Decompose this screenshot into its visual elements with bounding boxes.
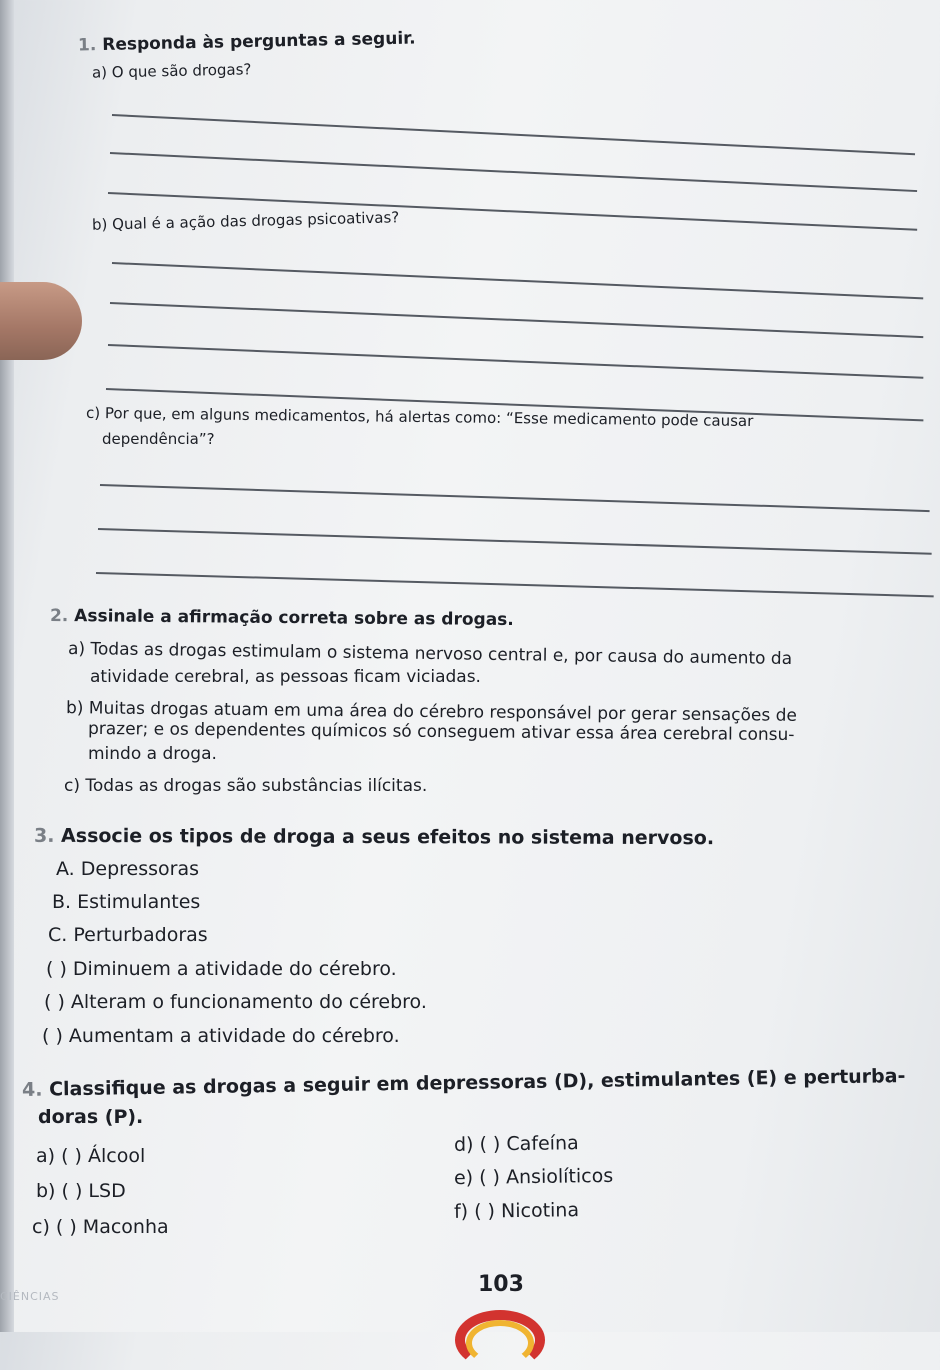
q1b-answer-line-2[interactable] <box>110 302 923 338</box>
q3-option-a: A. Depressoras <box>56 858 199 880</box>
q2-heading <box>50 606 514 630</box>
q1b-answer-line-3[interactable] <box>108 344 923 378</box>
q1-number: 1. <box>77 35 97 56</box>
q3-effect-2[interactable]: ( ) Alteram o funcionamento do cérebro. <box>44 991 427 1013</box>
q3-heading <box>34 825 714 849</box>
q4-item-f[interactable]: f) ( ) Nicotina <box>453 1199 580 1223</box>
q3-option-b: B. Estimulantes <box>52 891 201 913</box>
q1a-answer-line-2[interactable] <box>110 152 917 192</box>
page-corner-decoration-yellow <box>466 1320 534 1366</box>
page-number: 103 <box>478 1272 524 1297</box>
q4-item-d[interactable]: d) ( ) Cafeína <box>453 1132 579 1156</box>
q1c-answer-line-3[interactable] <box>96 572 934 597</box>
q2b-option-line-1[interactable]: b) Muitas drogas atuam em uma área do cérebro responsável por gerar sensações de <box>65 698 798 726</box>
q4-title-line-2: doras (P). <box>38 1106 144 1128</box>
q4-heading <box>22 1065 906 1101</box>
q2c-option[interactable]: c) Todas as drogas são substâncias ilícitas. <box>64 776 428 796</box>
q4-title-line-1: Classifique as drogas a seguir em depressoras (D), estimulantes (E) e perturba- <box>48 1065 906 1101</box>
q4-number: 4. <box>21 1078 43 1101</box>
q3-option-c: C. Perturbadoras <box>48 924 208 946</box>
q1c-answer-line-1[interactable] <box>100 484 930 512</box>
q4-item-e[interactable]: e) ( ) Ansiolíticos <box>453 1164 614 1190</box>
q2b-option-line-3: mindo a droga. <box>88 744 217 764</box>
q3-effect-3[interactable]: ( ) Aumentam a atividade do cérebro. <box>42 1025 400 1047</box>
q1-heading <box>78 28 416 55</box>
q2a-option-line-2: atividade cerebral, as pessoas ficam viciadas. <box>90 667 481 687</box>
footer-subject-mark: CIÊNCIAS <box>0 1290 60 1303</box>
q1b-answer-line-1[interactable] <box>112 262 923 299</box>
q4-item-b[interactable]: b) ( ) LSD <box>36 1180 126 1202</box>
q4-item-a[interactable]: a) ( ) Álcool <box>36 1145 146 1167</box>
q3-number: 3. <box>33 824 55 847</box>
q3-effect-1[interactable]: ( ) Diminuem a atividade do cérebro. <box>46 958 397 980</box>
q2a-option-line-1[interactable]: a) Todas as drogas estimulam o sistema nervoso central e, por causa do aumento da <box>67 638 793 670</box>
q1a-question: a) O que são drogas? <box>91 60 252 82</box>
q1a-answer-line-1[interactable] <box>112 114 915 155</box>
q1c-answer-line-2[interactable] <box>98 528 932 554</box>
q2b-option-line-2: prazer; e os dependentes químicos só conseguem ativar essa área cerebral consu- <box>87 718 795 746</box>
q4-item-c[interactable]: c) ( ) Maconha <box>32 1216 169 1238</box>
q1c-question-line-2: dependência”? <box>102 430 215 448</box>
q1-title: Responda às perguntas a seguir. <box>102 28 416 56</box>
q3-title: Associe os tipos de droga a seus efeitos no sistema nervoso. <box>61 824 715 850</box>
q2-number: 2. <box>49 605 69 627</box>
q1b-question: b) Qual é a ação das drogas psicoativas? <box>91 208 400 234</box>
q2-title: Assinale a afirmação correta sobre as drogas. <box>74 606 514 631</box>
q1c-question-line-1: c) Por que, em alguns medicamentos, há alertas como: “Esse medicamento pode causar <box>85 403 754 431</box>
